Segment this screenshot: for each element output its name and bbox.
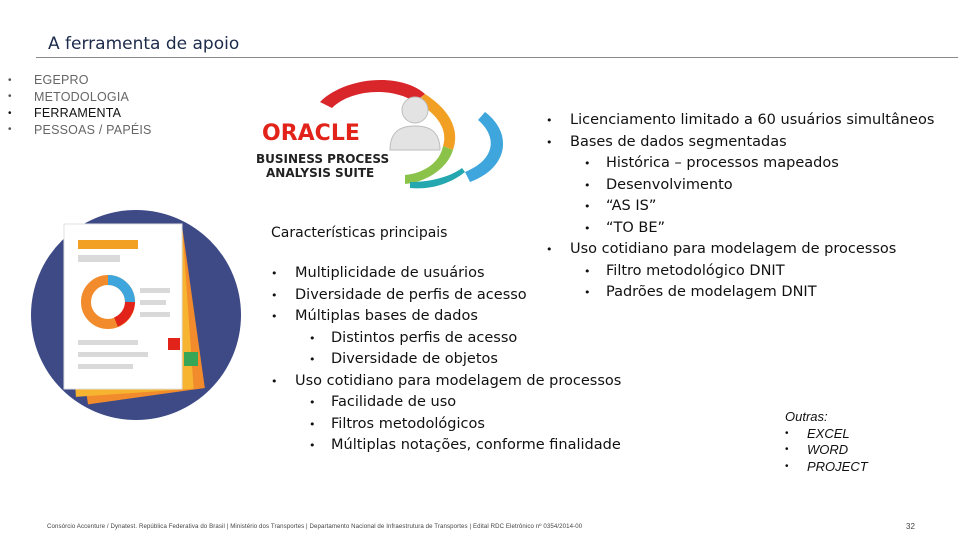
list-item <box>546 175 934 197</box>
bullet-icon: • <box>584 157 591 170</box>
list-item <box>546 153 934 175</box>
list-item-text: Uso cotidiano para modelagem de processos <box>570 241 897 257</box>
list-item <box>546 132 934 154</box>
bullet-icon: • <box>8 124 12 136</box>
bullet-icon: • <box>546 114 553 127</box>
list-item-text: Diversidade de objetos <box>331 351 498 367</box>
doc-block-green <box>184 352 198 366</box>
bullet-icon: • <box>271 288 278 302</box>
list-item-text: Padrões de modelagem DNIT <box>606 284 817 300</box>
section-nav <box>8 72 152 138</box>
bullet-icon: • <box>309 439 316 452</box>
logo-brand: ORACLE <box>262 121 360 146</box>
other-tool-item <box>785 459 868 476</box>
list-item <box>546 261 934 283</box>
bullet-icon: • <box>785 444 789 455</box>
other-tool-name: EXCEL <box>807 425 850 441</box>
bullet-icon: • <box>584 264 591 278</box>
list-item <box>271 349 621 371</box>
list-item <box>546 110 934 132</box>
title-divider <box>36 57 958 58</box>
list-item <box>546 196 934 218</box>
footer-text: Consórcio Accenture / Dynatest. República Federativa do Brasil | Ministério dos Transportes | Departamento Nacional de Infraestrutura de Transportes | Edital RDC Eletrônico nº 0354/2014-00 <box>47 523 583 530</box>
list-item-text: Licenciamento limitado a 60 usuários simultâneos <box>570 112 935 128</box>
list-item-text: Múltiplas bases de dados <box>295 308 478 324</box>
nav-item-ferramenta[interactable] <box>8 105 152 122</box>
list-item-text: Histórica – processos mapeados <box>606 155 839 171</box>
doc-line <box>140 312 170 317</box>
bullet-icon: • <box>584 200 591 213</box>
list-item-text: Filtro metodológico DNIT <box>606 262 785 279</box>
bullet-icon: • <box>271 267 278 280</box>
list-item <box>546 239 934 261</box>
bullet-icon: • <box>271 310 278 323</box>
bullet-icon: • <box>785 427 789 439</box>
bullet-icon: • <box>546 243 553 256</box>
report-illustration <box>28 210 243 420</box>
other-tool-name: WORD <box>807 442 849 457</box>
bullet-icon: • <box>8 74 12 86</box>
list-item <box>271 371 621 393</box>
list-item <box>271 392 621 414</box>
list-item-text: “AS IS” <box>606 198 657 214</box>
other-tools-label: Outras: <box>785 409 828 424</box>
nav-item-pessoas-papeis[interactable] <box>8 122 152 139</box>
oracle-bpa-logo <box>250 72 520 190</box>
nav-item-egepro[interactable] <box>8 72 152 89</box>
logo-arc-blue <box>465 112 503 182</box>
other-tool-item <box>785 426 868 443</box>
doc-line <box>78 364 133 369</box>
bullet-icon: • <box>8 91 12 103</box>
list-item <box>271 306 621 328</box>
list-item-text: Desenvolvimento <box>606 176 733 193</box>
doc-header-bar-2 <box>78 255 120 262</box>
list-item-text: Filtros metodológicos <box>331 415 485 432</box>
bullet-icon: • <box>271 374 278 388</box>
nav-item-metodologia[interactable] <box>8 89 152 106</box>
bullet-icon: • <box>309 396 316 409</box>
logo-line-2: ANALYSIS SUITE <box>266 166 375 180</box>
nav-item-label: FERRAMENTA <box>34 106 122 121</box>
doc-block-red <box>168 338 180 350</box>
bullet-icon: • <box>584 286 591 299</box>
other-tool-name: PROJECT <box>807 458 868 474</box>
nav-item-label: PESSOAS / PAPÉIS <box>34 122 152 137</box>
bullet-icon: • <box>785 460 789 472</box>
logo-line-1: BUSINESS PROCESS <box>256 152 390 166</box>
bullet-icon: • <box>309 417 316 431</box>
doc-line <box>78 340 138 345</box>
list-item <box>546 218 934 240</box>
list-item <box>271 435 621 457</box>
person-icon-body <box>390 126 440 150</box>
nav-item-label: METODOLOGIA <box>34 89 130 104</box>
person-icon-head <box>402 97 428 123</box>
list-item-text: “TO BE” <box>606 219 666 236</box>
bullet-icon: • <box>546 135 553 149</box>
doc-line <box>140 300 166 305</box>
bullet-icon: • <box>309 331 316 345</box>
list-item-text: Bases de dados segmentadas <box>570 133 787 150</box>
doc-line <box>140 288 170 293</box>
list-item-text: Multiplicidade de usuários <box>295 265 485 281</box>
bullet-icon: • <box>8 107 12 119</box>
page-number: 32 <box>906 522 915 531</box>
nav-item-label: EGEPRO <box>34 73 89 88</box>
doc-header-bar <box>78 240 138 249</box>
list-item-text: Múltiplas notações, conforme finalidade <box>331 437 621 453</box>
features-list-right <box>546 110 934 304</box>
list-item-text: Distintos perfis de acesso <box>331 329 518 346</box>
other-tools <box>785 409 868 475</box>
bullet-icon: • <box>584 178 591 192</box>
bullet-icon: • <box>584 221 591 235</box>
list-item-text: Facilidade de uso <box>331 394 457 410</box>
other-tool-item <box>785 442 868 459</box>
bullet-icon: • <box>309 353 316 366</box>
list-item-text: Uso cotidiano para modelagem de processos <box>295 372 622 389</box>
list-item <box>271 414 621 436</box>
list-item <box>271 328 621 350</box>
doc-line <box>78 352 148 357</box>
section-heading: Características principais <box>271 225 448 241</box>
list-item <box>546 282 934 304</box>
page-title: A ferramenta de apoio <box>48 34 240 54</box>
list-item-text: Diversidade de perfis de acesso <box>295 286 527 303</box>
